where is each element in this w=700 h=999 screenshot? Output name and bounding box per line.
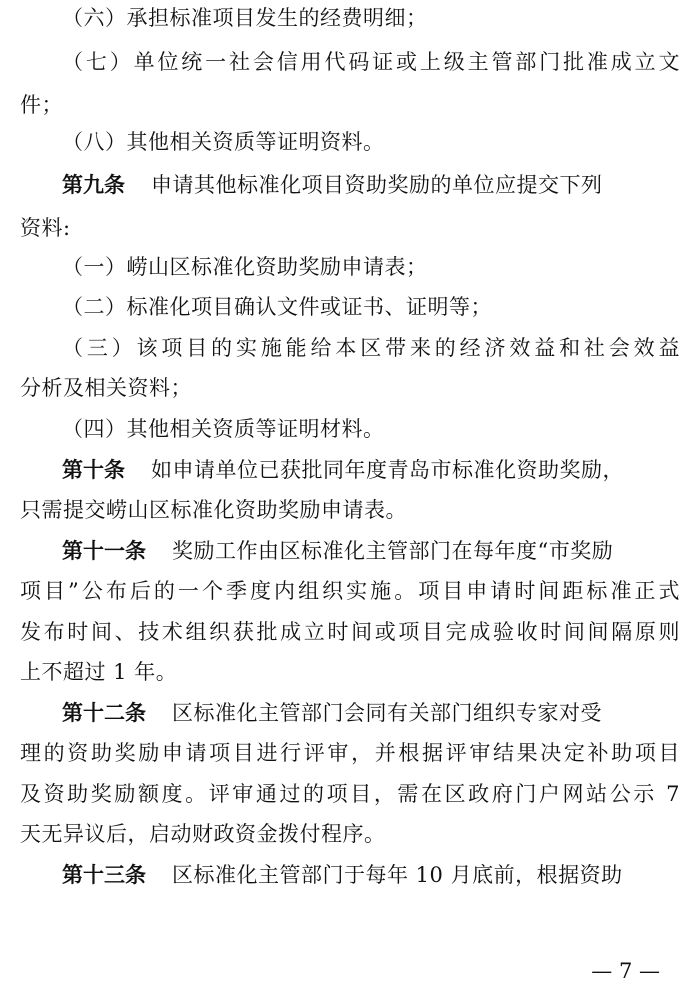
list-item-three bbox=[62, 333, 680, 363]
page-number: — 7 — bbox=[591, 959, 660, 983]
article-twelve-line-3 bbox=[20, 779, 680, 809]
article-ten bbox=[62, 455, 680, 485]
article-heading: 第十一条 bbox=[62, 539, 146, 563]
line-text: 理的资助奖励申请项目进行评审，并根据评审结果决定补助项目 bbox=[20, 741, 680, 765]
list-item-one bbox=[62, 252, 680, 282]
line-text: 资料: bbox=[20, 216, 71, 240]
item-seven-continuation bbox=[20, 90, 680, 120]
line-text: （八）其他相关资质等证明资料。 bbox=[62, 130, 385, 154]
line-text: 天无异议后，启动财政资金拨付程序。 bbox=[20, 822, 386, 846]
line-text: （六）承担标准项目发生的经费明细； bbox=[62, 6, 428, 30]
article-text: 如申请单位已获批同年度青岛市标准化资助奖励， bbox=[151, 458, 624, 482]
line-text: （四）其他相关资质等证明材料。 bbox=[62, 417, 385, 441]
article-eleven bbox=[62, 536, 680, 566]
line-text: （二）标准化项目确认文件或证书、证明等； bbox=[62, 295, 492, 319]
line-text: 分析及相关资料； bbox=[20, 376, 192, 400]
line-text: 上不超过 1 年。 bbox=[20, 660, 178, 684]
article-heading: 第十条 bbox=[62, 458, 125, 482]
item-eight bbox=[62, 127, 680, 157]
item-seven bbox=[62, 47, 680, 77]
line-text: （三）该项目的实施能给本区带来的经济效益和社会效益 bbox=[62, 336, 680, 360]
article-eleven-line-2 bbox=[20, 576, 680, 606]
article-twelve-line-2 bbox=[20, 738, 680, 768]
article-ten-continuation bbox=[20, 495, 680, 525]
line-text: 项目”公布后的一个季度内组织实施。项目申请时间距标准正式 bbox=[20, 579, 680, 603]
line-text: （七）单位统一社会信用代码证或上级主管部门批准成立文 bbox=[62, 50, 680, 74]
article-heading: 第十二条 bbox=[62, 701, 146, 725]
list-item-four bbox=[62, 414, 680, 444]
article-nine-continuation bbox=[20, 213, 680, 243]
article-heading: 第十三条 bbox=[62, 863, 146, 887]
article-nine bbox=[62, 170, 680, 200]
article-eleven-line-4 bbox=[20, 657, 680, 687]
line-text: 件； bbox=[20, 93, 63, 117]
article-twelve bbox=[62, 698, 680, 728]
article-thirteen bbox=[62, 860, 680, 890]
line-text: 只需提交崂山区标准化资助奖励申请表。 bbox=[20, 498, 407, 522]
line-text: 发布时间、技术组织获批成立时间或项目完成验收时间间隔原则 bbox=[20, 620, 680, 644]
list-item-two bbox=[62, 292, 680, 322]
article-text: 奖励工作由区标准化主管部门在每年度“市奖励 bbox=[172, 539, 614, 563]
article-heading: 第九条 bbox=[62, 173, 125, 197]
line-text: （一）崂山区标准化资助奖励申请表； bbox=[62, 255, 428, 279]
line-text: 及资助奖励额度。评审通过的项目，需在区政府门户网站公示 7 bbox=[20, 782, 680, 806]
article-text: 区标准化主管部门于每年 10 月底前，根据资助 bbox=[172, 863, 623, 887]
article-twelve-line-4 bbox=[20, 819, 680, 849]
list-item-three-continuation bbox=[20, 373, 680, 403]
article-text: 申请其他标准化项目资助奖励的单位应提交下列 bbox=[151, 173, 603, 197]
item-six bbox=[62, 3, 680, 33]
article-eleven-line-3 bbox=[20, 617, 680, 647]
article-text: 区标准化主管部门会同有关部门组织专家对受 bbox=[172, 701, 602, 725]
